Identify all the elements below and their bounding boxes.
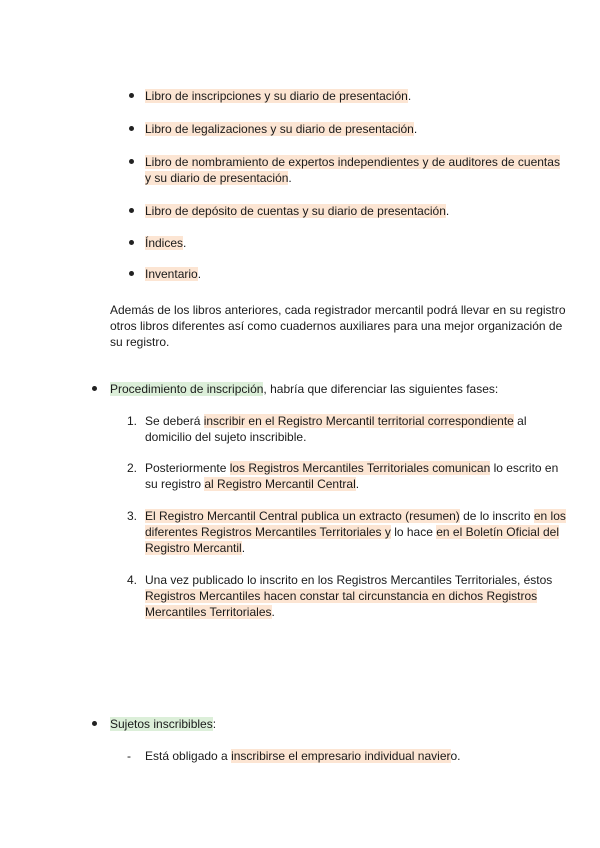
step-line: Se deberá inscribir en el Registro Mercantil territorial correspondiente al [145, 414, 527, 428]
bullet-icon [92, 386, 97, 391]
paragraph-line: otros libros diferentes así como cuadernos auxiliares para una mejor organización de [110, 319, 563, 333]
bullet-icon [129, 240, 134, 245]
step-number: 3. [127, 509, 138, 523]
list-item-continuation: y su diario de presentación. [145, 171, 292, 185]
subjects-item: Está obligado a inscribirse el empresario individual naviero. [145, 749, 461, 763]
step-line: diferentes Registros Mercantiles Territoriales y lo hace en el Boletín Oficial del [145, 525, 559, 539]
step-number: 1. [127, 414, 138, 428]
step-line: Mercantiles Territoriales. [145, 605, 275, 619]
list-item: Libro de depósito de cuentas y su diario de presentación. [145, 204, 450, 218]
step-line: El Registro Mercantil Central publica un extracto (resumen) de lo inscrito en los [145, 509, 566, 523]
step-line: Posteriormente los Registros Mercantiles Territoriales comunican lo escrito en [145, 461, 559, 475]
subjects-heading: Sujetos inscribibles: [110, 717, 217, 731]
step-number: 4. [127, 573, 138, 587]
list-item: Libro de legalizaciones y su diario de presentación. [145, 122, 418, 136]
list-item: Libro de inscripciones y su diario de presentación. [145, 89, 412, 103]
list-item: Libro de nombramiento de expertos independientes y de auditores de cuentas [145, 155, 560, 169]
list-item: Índices. [145, 236, 187, 250]
bullet-icon [129, 126, 134, 131]
paragraph-line: su registro. [110, 335, 170, 349]
step-line: Registro Mercantil. [145, 541, 246, 555]
bullet-icon [129, 159, 134, 164]
procedure-heading: Procedimiento de inscripción, habría que diferenciar las siguientes fases: [110, 382, 499, 396]
list-item: Inventario. [145, 267, 202, 281]
bullet-icon [129, 271, 134, 276]
step-line: domicilio del sujeto inscribible. [145, 430, 307, 444]
bullet-icon [129, 208, 134, 213]
paragraph-line: Además de los libros anteriores, cada registrador mercantil podrá llevar en su registro [110, 303, 566, 317]
bullet-icon [92, 721, 97, 726]
dash-marker: - [127, 749, 131, 763]
bullet-icon [129, 93, 134, 98]
step-line: Registros Mercantiles hacen constar tal circunstancia en dichos Registros [145, 589, 538, 603]
step-line: Una vez publicado lo inscrito en los Registros Mercantiles Territoriales, éstos [145, 573, 553, 587]
step-number: 2. [127, 461, 138, 475]
step-line: su registro al Registro Mercantil Central. [145, 477, 360, 491]
